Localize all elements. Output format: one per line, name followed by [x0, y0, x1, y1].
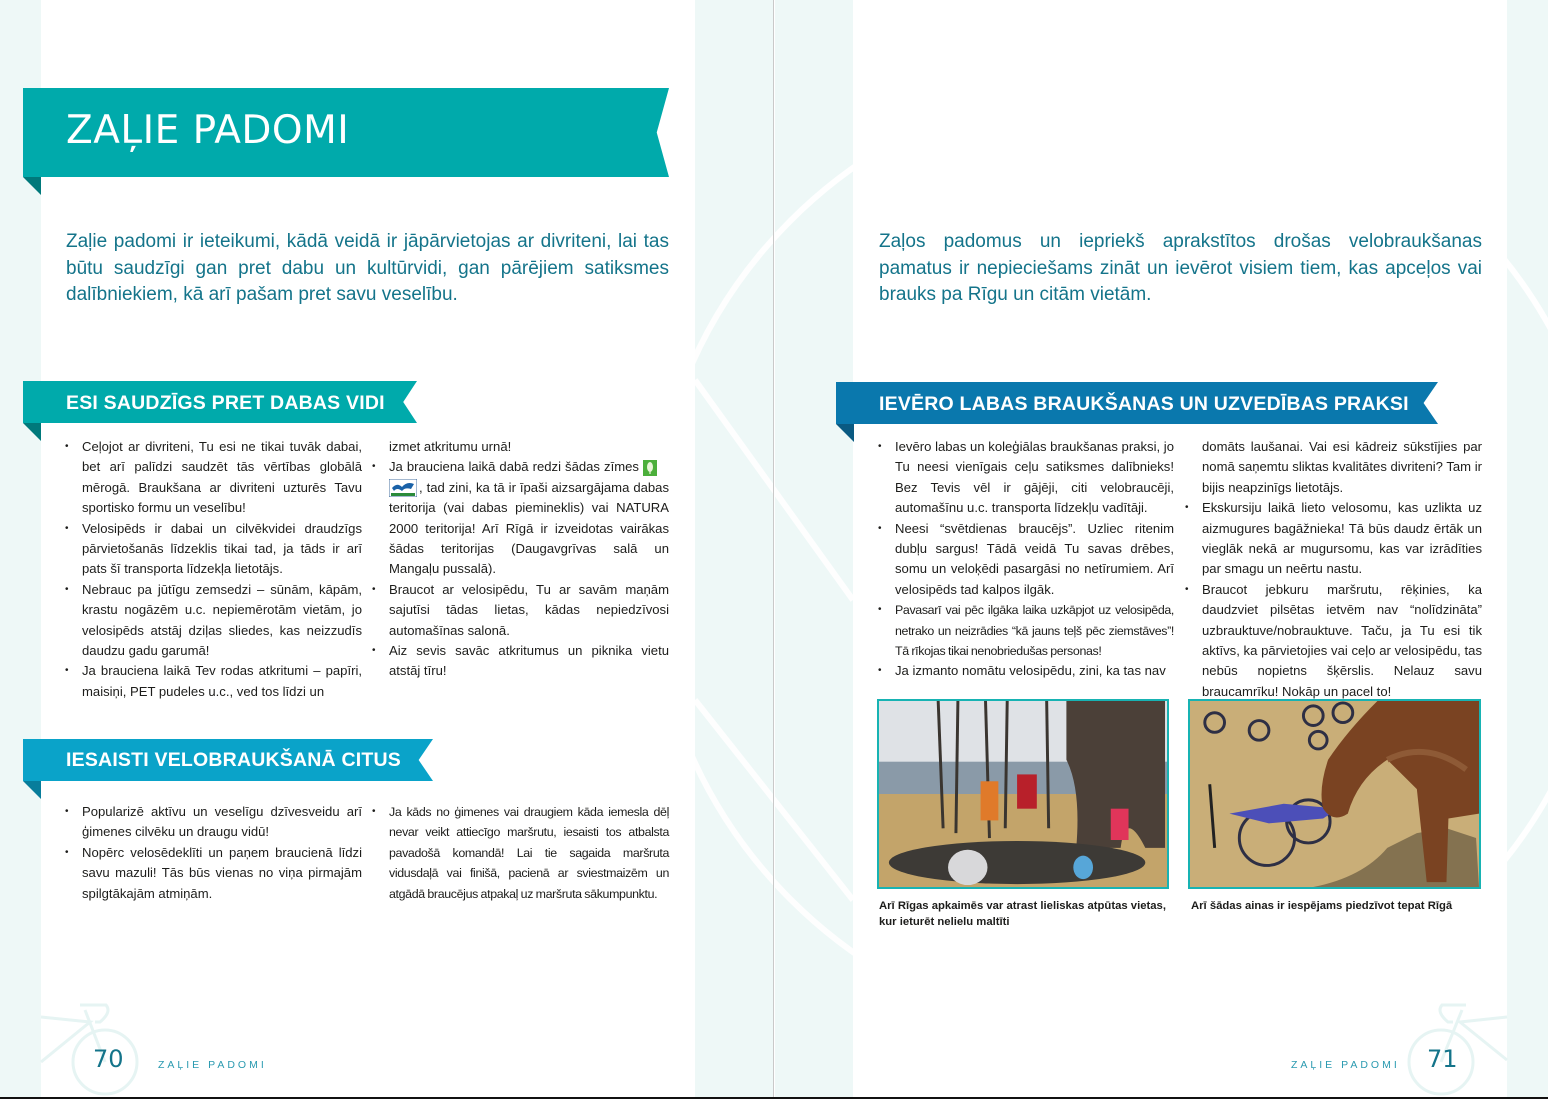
list-item-continuation: izmet atkritumu urnā!	[389, 439, 512, 454]
list-item-continuation: domāts laušanai. Vai esi kādreiz sūkstījies par nomā saņemtu sliktas kvalitātes divriteni? Tam ir bijis neapzinīgs lietotājs.	[1202, 439, 1482, 495]
behaviour-column-1	[878, 437, 1174, 682]
behaviour-column-2	[1185, 437, 1482, 702]
list-item: • Nopērc velosēdeklīti un paņem braucienā līdzi savu mazuli! Tās būs vienas no viņa pirmajām spilgtākajām atmiņām.	[65, 843, 362, 904]
photo-caption: Arī šādas ainas ir iespējams piedzīvot tepat Rīgā	[1191, 900, 1453, 912]
list-item: • Braucot jebkuru maršrutu, rēķinies, ka daudzviet pilsētas ietvēm nav “nolīdzināta” uzbrauktuve/nobrauktuve. Taču, ja Tu esi tik aktīvs, ka pārvietojies vai ceļo ar velosipēdu, tas nebūs nopietns šķērslis. Nelauz savu braucamrīku! Nokāp un pacel to!	[1185, 580, 1482, 702]
list-item: • Ja izmanto nomātu velosipēdu, zini, ka tas nav	[878, 661, 1174, 681]
signs-text-before: Ja brauciena laikā dabā redzi šādas zīmes	[389, 459, 639, 475]
intro-paragraph-right: Zaļos padomus un iepriekš aprakstītos drošas velobraukšanas pamatus ir nepieciešams zināt un ievērot visiem tiem, kas apceļos vai brauks pa Rīgu un citām vietām.	[879, 231, 1482, 305]
protected-area-oak-leaf-icon	[643, 460, 657, 476]
intro-paragraph-left: Zaļie padomi ir ieteikumi, kādā veidā ir jāpārvietojas ar divriteni, lai tas būtu saudzīgi gan pret dabu un kultūrvidi, gan pārējiem satiksmes dalībniekiem, kā arī pašam pret savu veselību.	[66, 231, 669, 305]
involve-column-2	[372, 802, 669, 904]
page-number-left: 70	[93, 1045, 124, 1073]
section-heading-behaviour: IEVĒRO LABAS BRAUKŠANAS UN UZVEDĪBAS PRAKSI	[879, 393, 1409, 415]
list-item: • Ekskursiju laikā lieto velosomu, kas uzlikta uz aizmugures bagāžnieka! Tā būs daudz ērtāk un vieglāk nekā ar mugursomu, kas var izrādīties par smagu un neērtu nastu.	[1185, 498, 1482, 580]
picnic-photo	[877, 699, 1169, 889]
signs-text-after: , tad zini, ka tā ir īpaši aizsargājama dabas teritorija (vai dabas piemineklis) vai NATURA 2000 teritorija! Arī Rīgā ir izveidotas vairākas šādas teritorijas (Daugavgrīvas salā un Mangaļu pussalā).	[389, 479, 669, 577]
page-number-right: 71	[1427, 1045, 1458, 1073]
list-item: • Neesi “svētdienas braucējs”. Uzliec ritenim dubļu sargus! Tādā veidā Tu savas drēbes, somu un veloķēdi pasargāsi no netīrumiem. Arī velosipēds tad kalpos ilgāk.	[878, 519, 1174, 601]
list-item-signs	[372, 457, 669, 579]
list-item: • Ceļojot ar divriteni, Tu esi ne tikai tuvāk dabai, bet arī palīdzi saudzēt tās vērtības globālā mērogā. Braukšana ar divriteni uzturēs Tavu sportisko formu un veselību!	[65, 437, 362, 519]
list-item: • Aiz sevis savāc atkritumus un piknika vietu atstāj tīru!	[372, 641, 669, 682]
nature-column-1	[65, 437, 362, 702]
running-head-left: ZAĻIE PADOMI	[158, 1059, 267, 1071]
section-heading-nature: ESI SAUDZĪGS PRET DABAS VIDI	[66, 392, 385, 414]
list-item: • Popularizē aktīvu un veselīgu dzīvesveidu arī ģimenes cilvēku un draugu vidū!	[65, 802, 362, 843]
section-heading-involve: IESAISTI VELOBRAUKŠANĀ CITUS	[66, 749, 401, 771]
photo-caption: Arī Rīgas apkaimēs var atrast lieliskas atpūtas vietas, kur ieturēt nelielu maltīti	[879, 900, 1166, 928]
horse-bicycles-photo	[1188, 699, 1481, 889]
list-item: • Braucot ar velosipēdu, Tu ar savām maņām sajutīsi tādas lietas, kādas nepiedzīvosi automašīnas salonā.	[372, 580, 669, 641]
involve-column-1	[65, 802, 362, 904]
list-item: • Pavasarī vai pēc ilgāka laika uzkāpjot uz velosipēda, netrako un neizrādies “kā jauns teļš pēc ziemstāves”! Tā rīkojas tikai nenobriedušas personas!	[878, 600, 1174, 661]
background-stripe-gutter-right	[775, 0, 853, 1097]
background-stripe-right	[1507, 0, 1548, 1097]
natura-2000-icon	[389, 479, 417, 497]
background-stripe-gutter-left	[695, 0, 774, 1097]
list-item: • Ja kāds no ģimenes vai draugiem kāda iemesla dēļ nevar veikt attiecīgo maršrutu, iesaisti tos atbalsta pavadošā komandā! Lai tie sagaida maršruta vidusdaļā vai finišā, pacienā ar sviestmaizēm un atgādā braucējus atpakaļ uz maršruta sākumpunktu.	[372, 802, 669, 904]
nature-column-2	[372, 437, 669, 682]
list-item: • Velosipēds ir dabai un cilvēkvidei draudzīgs pārvietošanās līdzeklis tikai tad, ja tāds ir arī pats šī transporta līdzekļa lietotājs.	[65, 519, 362, 580]
page-title: ZAĻIE PADOMI	[66, 108, 350, 153]
running-head-right: ZAĻIE PADOMI	[1291, 1059, 1400, 1071]
gutter-line	[773, 0, 774, 1097]
list-item: • Nebrauc pa jūtīgu zemsedzi – sūnām, kāpām, krastu nogāzēm u.c. nepiemērotām vietām, jo velosipēds atstāj dziļas sliedes, kas neizzudīs daudzu gadu garumā!	[65, 580, 362, 662]
list-item: • Ja brauciena laikā Tev rodas atkritumi – papīri, maisiņi, PET pudeles u.c., ved tos līdzi un	[65, 661, 362, 702]
list-item: • Ievēro labas un koleģiālas braukšanas praksi, jo Tu neesi vienīgais ceļu satiksmes dalībnieks! Bez Tevis vēl ir gājēji, citi velobraucēji, automašīnu u.c. transporta līdzekļu vadītāji.	[878, 437, 1174, 519]
